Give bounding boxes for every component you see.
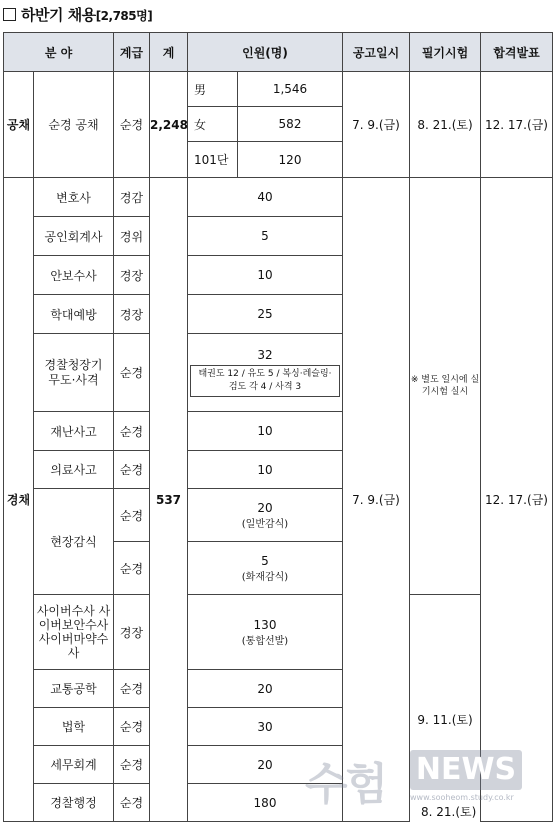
- people-sub-box: 태권도 12 / 유도 5 / 복싱·레슬링·검도 각 4 / 사격 3: [190, 365, 340, 397]
- field-cell: 교통공학: [34, 670, 114, 708]
- header-announce: 공고일시: [343, 33, 410, 72]
- field-cell: 경찰청장기 무도·사격: [34, 334, 114, 412]
- people-cell: 25: [188, 295, 343, 334]
- header-total: 계: [150, 33, 188, 72]
- people-cell: [188, 542, 343, 595]
- field-cell: 안보수사: [34, 256, 114, 295]
- gongchae-announce: 7. 9.(금): [343, 72, 410, 178]
- gongchae-num: 582: [238, 107, 343, 142]
- gongchae-tag: 女: [188, 107, 238, 142]
- page-title: [3, 4, 152, 25]
- people-cell: 40: [188, 178, 343, 217]
- rank-cell: 경장: [114, 295, 150, 334]
- header-result: 합격발표: [481, 33, 553, 72]
- watermark-url: www.sooheom.study.co.kr: [410, 793, 514, 802]
- header-row: [4, 33, 553, 72]
- people-num: 32: [257, 348, 273, 362]
- gyeongchae-total: 537: [150, 178, 188, 822]
- people-cell: 10: [188, 412, 343, 451]
- watermark-news: NEWS: [410, 750, 522, 790]
- checkbox-square-icon: [3, 8, 16, 21]
- written-date-2: 8. 21.(토): [421, 805, 477, 819]
- people-cell: 20: [188, 746, 343, 784]
- table-row: [4, 595, 553, 670]
- gongchae-tag: 男: [188, 72, 238, 107]
- field-cell: 재난사고: [34, 412, 114, 451]
- people-cell: [188, 334, 343, 412]
- written-date-text: 9. 11.(토): [417, 712, 473, 727]
- header-rank: 계급: [114, 33, 150, 72]
- rank-cell: 순경: [114, 451, 150, 489]
- rank-cell: 순경: [114, 542, 150, 595]
- gongchae-total: 2,248: [150, 72, 188, 178]
- rank-cell: 경장: [114, 595, 150, 670]
- rank-cell: 순경: [114, 670, 150, 708]
- field-cell: 법학: [34, 708, 114, 746]
- field-cell: 사이버수사 사이버보안수사 사이버마약수사: [34, 595, 114, 670]
- people-cell: 30: [188, 708, 343, 746]
- field-cell: 변호사: [34, 178, 114, 217]
- field-cell: 경찰행정: [34, 784, 114, 822]
- gongchae-written: 8. 21.(토): [410, 72, 481, 178]
- table-row: [4, 72, 553, 107]
- rank-cell: 순경: [114, 708, 150, 746]
- field-cell: 의료사고: [34, 451, 114, 489]
- people-cell: 20: [188, 670, 343, 708]
- header-written: 필기시험: [410, 33, 481, 72]
- gongchae-num: 1,546: [238, 72, 343, 107]
- people-num: 130: [253, 617, 277, 632]
- field-cell: 학대예방: [34, 295, 114, 334]
- field-cell: 세무회계: [34, 746, 114, 784]
- people-num: 20: [257, 500, 273, 515]
- rank-cell: 순경: [114, 746, 150, 784]
- people-cell: [188, 595, 343, 670]
- title-count: [2,785명]: [95, 9, 153, 23]
- title-text: 하반기 채용: [21, 6, 96, 24]
- header-field: 분 야: [4, 33, 114, 72]
- watermark-brand: 수험: [305, 759, 387, 810]
- gyeongchae-result: 12. 17.(금): [481, 178, 553, 822]
- header-people: 인원(명): [188, 33, 343, 72]
- rank-cell: 경장: [114, 256, 150, 295]
- gongchae-rank: 순경: [114, 72, 150, 178]
- people-cell: 180: [188, 784, 343, 822]
- people-sub: (일반감식): [241, 518, 289, 530]
- people-cell: 10: [188, 256, 343, 295]
- gyeongchae-announce: 7. 9.(금): [343, 178, 410, 822]
- gongchae-tag: 101단: [188, 142, 238, 178]
- recruitment-table: [3, 32, 553, 822]
- table-row: [4, 178, 553, 217]
- people-cell: 5: [188, 217, 343, 256]
- people-sub: (통합선발): [241, 635, 289, 647]
- gongchae-field: 순경 공채: [34, 72, 114, 178]
- people-sub: (화재감식): [241, 571, 289, 583]
- field-cell: 공인회계사: [34, 217, 114, 256]
- gongchae-label: 공채: [4, 72, 34, 178]
- people-num: 5: [261, 553, 269, 568]
- gyeongchae-written-note: ※ 별도 일시에 실기시험 실시: [410, 178, 481, 595]
- rank-cell: 경위: [114, 217, 150, 256]
- people-cell: 10: [188, 451, 343, 489]
- gongchae-num: 120: [238, 142, 343, 178]
- rank-cell: 순경: [114, 412, 150, 451]
- gyeongchae-label: 경채: [4, 178, 34, 822]
- rank-cell: 순경: [114, 489, 150, 542]
- rank-cell: 순경: [114, 334, 150, 412]
- gongchae-result: 12. 17.(금): [481, 72, 553, 178]
- rank-cell: 경감: [114, 178, 150, 217]
- rank-cell: 순경: [114, 784, 150, 822]
- field-cell: 현장감식: [34, 489, 114, 595]
- people-cell: [188, 489, 343, 542]
